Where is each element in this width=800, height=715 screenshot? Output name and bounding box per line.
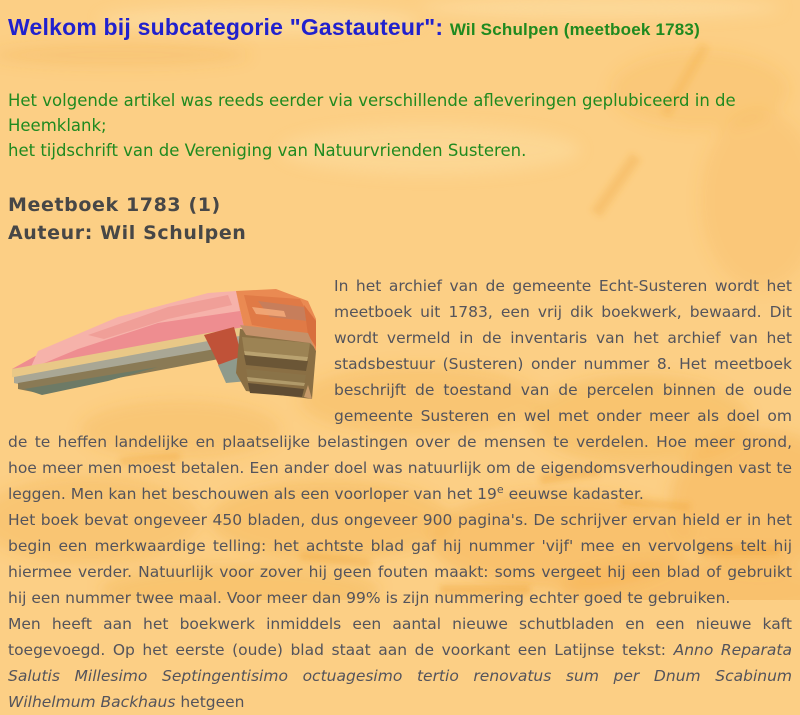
paragraph-2-text: Het boek bevat ongeveer 450 bladen, dus ongeveer 900 pagina's. De schrijver ervan hield er in het begin een merkwaardige telling: het achtste blad gaf hij nummer 'vijf' mee en vervolgens telt hij hiermee verder. Natuurlijk voor zover hij geen fouten maakt: soms vergeet hij een blad of gebruikt hij een nummer twee maal. Voor meer dan 99% is zijn nummering echter goed te gebruiken.: [8, 511, 792, 607]
latin-quote: Anno Reparata Salutis Millesimo Septingentisimo octuagesimo tertio renovatus sum per Dnum Scabinum Wilhelmum Backhaus: [8, 641, 792, 711]
intro-text: [8, 88, 792, 163]
page-title-subtitle: Wil Schulpen (meetboek 1783): [449, 20, 700, 39]
paragraph-1: [8, 273, 792, 507]
paragraph-3-text: Men heeft aan het boekwerk inmiddels een aantal nieuwe schutbladen en een nieuwe kaft toegevoegd. Op het eerste (oude) blad staat aan de voorkant een Latijnse tekst:: [8, 615, 792, 659]
paragraph-1-tail: eeuwse kadaster.: [503, 485, 644, 503]
article-author: Auteur: Wil Schulpen: [8, 222, 247, 244]
article-title: Meetboek 1783 (1): [8, 194, 221, 216]
paragraph-3-tail: hetgeen: [175, 693, 245, 711]
intro-line-1: Het volgende artikel was reeds eerder via verschillende afleveringen geplubiceerd in de: [8, 91, 736, 110]
page-title: [8, 14, 792, 41]
superscript-e: e: [496, 482, 504, 496]
article-heading: [8, 191, 792, 247]
page-title-main: Welkom bij subcategorie "Gastauteur":: [8, 14, 444, 40]
old-open-book-image: [8, 277, 320, 405]
paragraph-2: [8, 507, 792, 611]
intro-line-3: het tijdschrift van de Vereniging van Natuurvrienden Susteren.: [8, 141, 527, 160]
paragraph-1-text: In het archief van de gemeente Echt-Susteren wordt het meetboek uit 1783, een vrij dik boekwerk, bewaard. Dit wordt vermeld in de inventaris van het archief van het stadsbestuur (Susteren) onder nummer 8. Het meetboek beschrijft de toestand van de percelen binnen de oude gemeente Susteren en wel met onder meer als doel om de te heffen landelijke en plaatselijke belastingen over de mensen te verdelen. Hoe meer grond, hoe meer men moest betalen. Een ander doel was natuurlijk om de eigendomsverhoudingen vast te leggen. Men kan het beschouwen als een voorloper van het 19: [8, 277, 792, 503]
article-body: [8, 273, 792, 715]
paragraph-3: [8, 611, 792, 715]
intro-line-2: Heemklank;: [8, 116, 107, 135]
